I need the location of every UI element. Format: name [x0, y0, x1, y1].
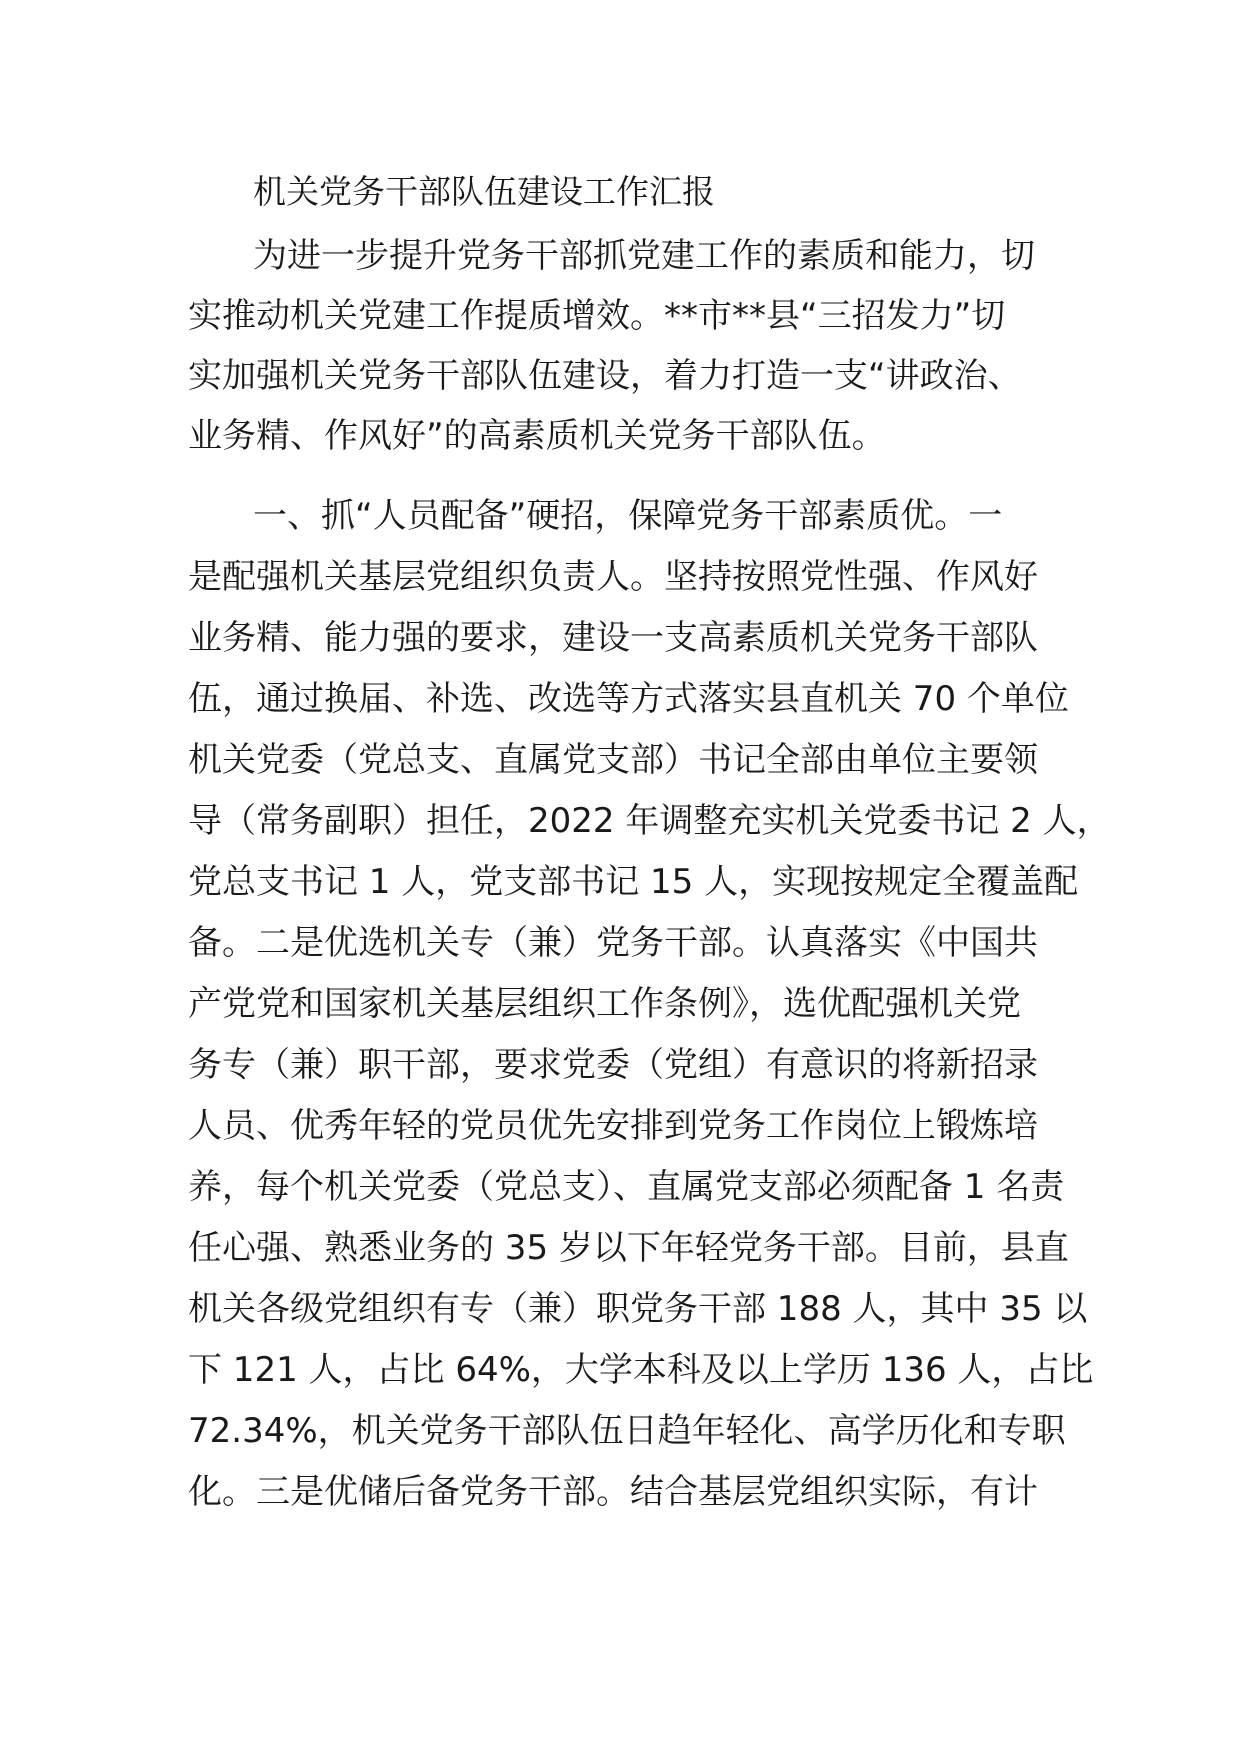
paragraph-line: 人员、优秀年轻的党员优先安排到党务工作岗位上锻炼培: [188, 1106, 1038, 1146]
paragraph-line: 伍，通过换届、补选、改选等方式落实县直机关 70 个单位: [188, 679, 1069, 719]
paragraph-line: 产党党和国家机关基层组织工作条例》，选优配强机关党: [188, 984, 1021, 1024]
paragraph-line: 是配强机关基层党组织负责人。坚持按照党性强、作风好: [188, 557, 1038, 597]
paragraph-line: 实推动机关党建工作提质增效。**市**县“三招发力”切: [188, 296, 1006, 336]
paragraph-line: 养，每个机关党委（党总支）、直属党支部必须配备 1 名责: [188, 1167, 1065, 1207]
paragraph-line: 一、抓“人员配备”硬招，保障党务干部素质优。一: [253, 496, 1003, 536]
paragraph-line: 72.34%，机关党务干部队伍日趋年轻化、高学历化和专职: [188, 1411, 1066, 1451]
paragraph-line: 机关各级党组织有专（兼）职党务干部 188 人，其中 35 以: [188, 1289, 1088, 1329]
document-title: 机关党务干部队伍建设工作汇报: [253, 172, 715, 211]
paragraph-line: 下 121 人，占比 64%，大学本科及以上学历 136 人，占比: [188, 1350, 1094, 1390]
paragraph-line: 导（常务副职）担任，2022 年调整充实机关党委书记 2 人，: [188, 801, 1111, 841]
paragraph-line: 为进一步提升党务干部抓党建工作的素质和能力，切: [253, 236, 1035, 276]
paragraph-line: 机关党委（党总支、直属党支部）书记全部由单位主要领: [188, 740, 1038, 780]
paragraph-line: 党总支书记 1 人，党支部书记 15 人，实现按规定全覆盖配: [188, 862, 1079, 902]
paragraph-line: 化。三是优储后备党务干部。结合基层党组织实际，有计: [188, 1472, 1038, 1512]
paragraph-line: 业务精、能力强的要求，建设一支高素质机关党务干部队: [188, 618, 1038, 658]
paragraph-line: 务专（兼）职干部，要求党委（党组）有意识的将新招录: [188, 1045, 1038, 1085]
paragraph-line: 实加强机关党务干部队伍建设，着力打造一支“讲政治、: [188, 356, 1022, 396]
paragraph-line: 业务精、作风好”的高素质机关党务干部队伍。: [188, 416, 886, 456]
paragraph-line: 备。二是优选机关专（兼）党务干部。认真落实《中国共: [188, 923, 1038, 963]
paragraph-line: 任心强、熟悉业务的 35 岁以下年轻党务干部。目前，县直: [188, 1228, 1069, 1268]
